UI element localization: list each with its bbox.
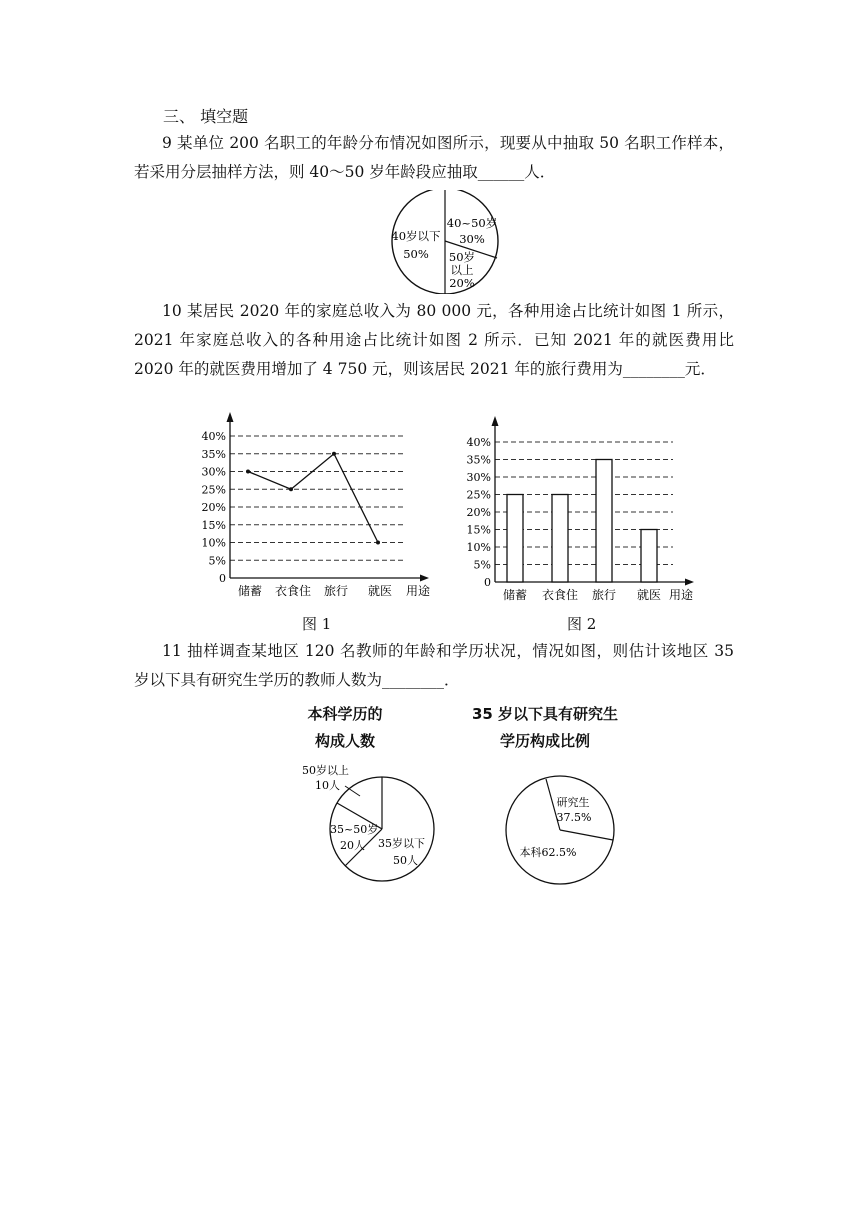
y-tick-label: 25% bbox=[201, 483, 226, 497]
x-category-label: 储蓄 bbox=[502, 588, 528, 602]
y-tick-label: 5% bbox=[473, 558, 491, 572]
right-chart-title bbox=[445, 701, 645, 755]
y-tick-label: 15% bbox=[201, 518, 226, 532]
x-axis-arrow bbox=[685, 579, 694, 586]
x-axis-label: 用途 bbox=[668, 588, 694, 602]
y-tick-label: 15% bbox=[466, 523, 491, 537]
y-tick-label: 20% bbox=[466, 506, 491, 519]
left-chart-title bbox=[270, 701, 420, 755]
data-point bbox=[376, 541, 380, 545]
y-tick-label: 5% bbox=[208, 554, 226, 568]
y-tick-label: 30% bbox=[201, 465, 226, 479]
question-9-text: 9 某单位 200 名职工的年龄分布情况如图所示，现要从中抽取 50 名职工作样本，若采用分层抽样方法，则 40～50 岁年龄段应抽取______人． bbox=[134, 134, 734, 181]
pie-label-over50-b: 以上 bbox=[450, 263, 474, 277]
y-tick-label: 10% bbox=[201, 536, 226, 550]
bar bbox=[596, 460, 612, 583]
x-category-label: 储蓄 bbox=[237, 584, 263, 598]
y-tick-label: 20% bbox=[201, 501, 226, 514]
label-over50-line1: 50岁以上 bbox=[302, 764, 349, 777]
right-chart-title-line1: 35 岁以下具有研究生 bbox=[471, 705, 619, 723]
pie-label-over50-a: 50岁 bbox=[448, 250, 476, 264]
section-title: 三、 填空题 bbox=[163, 107, 249, 126]
y-axis-arrow bbox=[227, 412, 234, 422]
label-under35-line1: 35岁以下 bbox=[378, 837, 425, 850]
graduate-ratio-pie bbox=[500, 770, 625, 892]
pie-value-40to50: 30% bbox=[459, 232, 485, 246]
data-point bbox=[289, 487, 293, 491]
question-10-text: 10 某居民 2020 年的家庭总收入为 80 000 元，各种用途占比统计如图 1 所示，2021 年家庭总收入的各种用途占比统计如图 2 所示．已知 2021 年的就医费用比 2020 年的就医费用增加了 4 750 元，则该居民 2021 年的旅行费用为________元． bbox=[134, 302, 734, 378]
y-tick-label: 35% bbox=[466, 453, 491, 467]
x-category-label: 衣食住 bbox=[274, 584, 312, 598]
x-axis-arrow bbox=[420, 575, 429, 582]
y-tick-label: 40% bbox=[466, 436, 491, 449]
bar bbox=[507, 495, 523, 583]
pie-value-under40: 50% bbox=[403, 247, 429, 261]
figure-2-caption: 图 2 bbox=[567, 615, 597, 633]
x-category-label: 就医 bbox=[636, 588, 662, 602]
x-axis-label: 用途 bbox=[405, 584, 431, 598]
pie-value-over50: 20% bbox=[449, 276, 475, 290]
label-undergrad: 本科62.5% bbox=[519, 846, 577, 859]
y-tick-label: 35% bbox=[201, 447, 226, 461]
bar bbox=[552, 495, 568, 583]
label-under35-line2: 50人 bbox=[393, 854, 418, 867]
x-category-label: 旅行 bbox=[591, 588, 617, 602]
question-9 bbox=[134, 129, 734, 187]
right-chart-title-line2: 学历构成比例 bbox=[499, 732, 590, 750]
age-pie-chart bbox=[386, 190, 506, 294]
bar bbox=[641, 530, 657, 583]
y-tick-label: 40% bbox=[201, 430, 226, 443]
question-11-text: 11 抽样调查某地区 120 名教师的年龄和学历状况，情况如图，则估计该地区 35 岁以下具有研究生学历的教师人数为________． bbox=[134, 642, 734, 689]
question-10 bbox=[134, 297, 734, 384]
x-category-label: 就医 bbox=[367, 584, 393, 598]
y-tick-label: 25% bbox=[466, 488, 491, 502]
x-category-label: 衣食住 bbox=[541, 588, 579, 602]
y-axis-arrow bbox=[492, 416, 499, 426]
y-tick-label: 0 bbox=[219, 572, 226, 585]
left-chart-title-line1: 本科学历的 bbox=[307, 705, 383, 723]
label-35to50-line2: 20人 bbox=[340, 839, 365, 852]
label-graduate-pct: 37.5% bbox=[556, 811, 592, 824]
question-11 bbox=[134, 637, 734, 695]
figure-1-caption: 图 1 bbox=[302, 615, 332, 633]
y-tick-label: 0 bbox=[484, 576, 491, 589]
figure-1-line-chart bbox=[190, 410, 440, 610]
pie-label-40to50: 40~50岁 bbox=[446, 216, 498, 230]
label-over50-line2: 10人 bbox=[315, 779, 340, 792]
x-category-label: 旅行 bbox=[323, 584, 349, 598]
label-graduate: 研究生 bbox=[556, 796, 590, 809]
data-point bbox=[332, 452, 336, 456]
education-count-pie bbox=[290, 758, 440, 892]
pie-label-under40: 40岁以下 bbox=[391, 229, 441, 243]
label-35to50-line1: 35~50岁 bbox=[330, 823, 379, 836]
series-line bbox=[248, 454, 378, 543]
figure-2-bar-chart bbox=[455, 414, 705, 610]
y-tick-label: 10% bbox=[466, 541, 491, 554]
data-point bbox=[246, 470, 250, 474]
left-chart-title-line2: 构成人数 bbox=[314, 732, 375, 750]
y-tick-label: 30% bbox=[466, 471, 491, 484]
